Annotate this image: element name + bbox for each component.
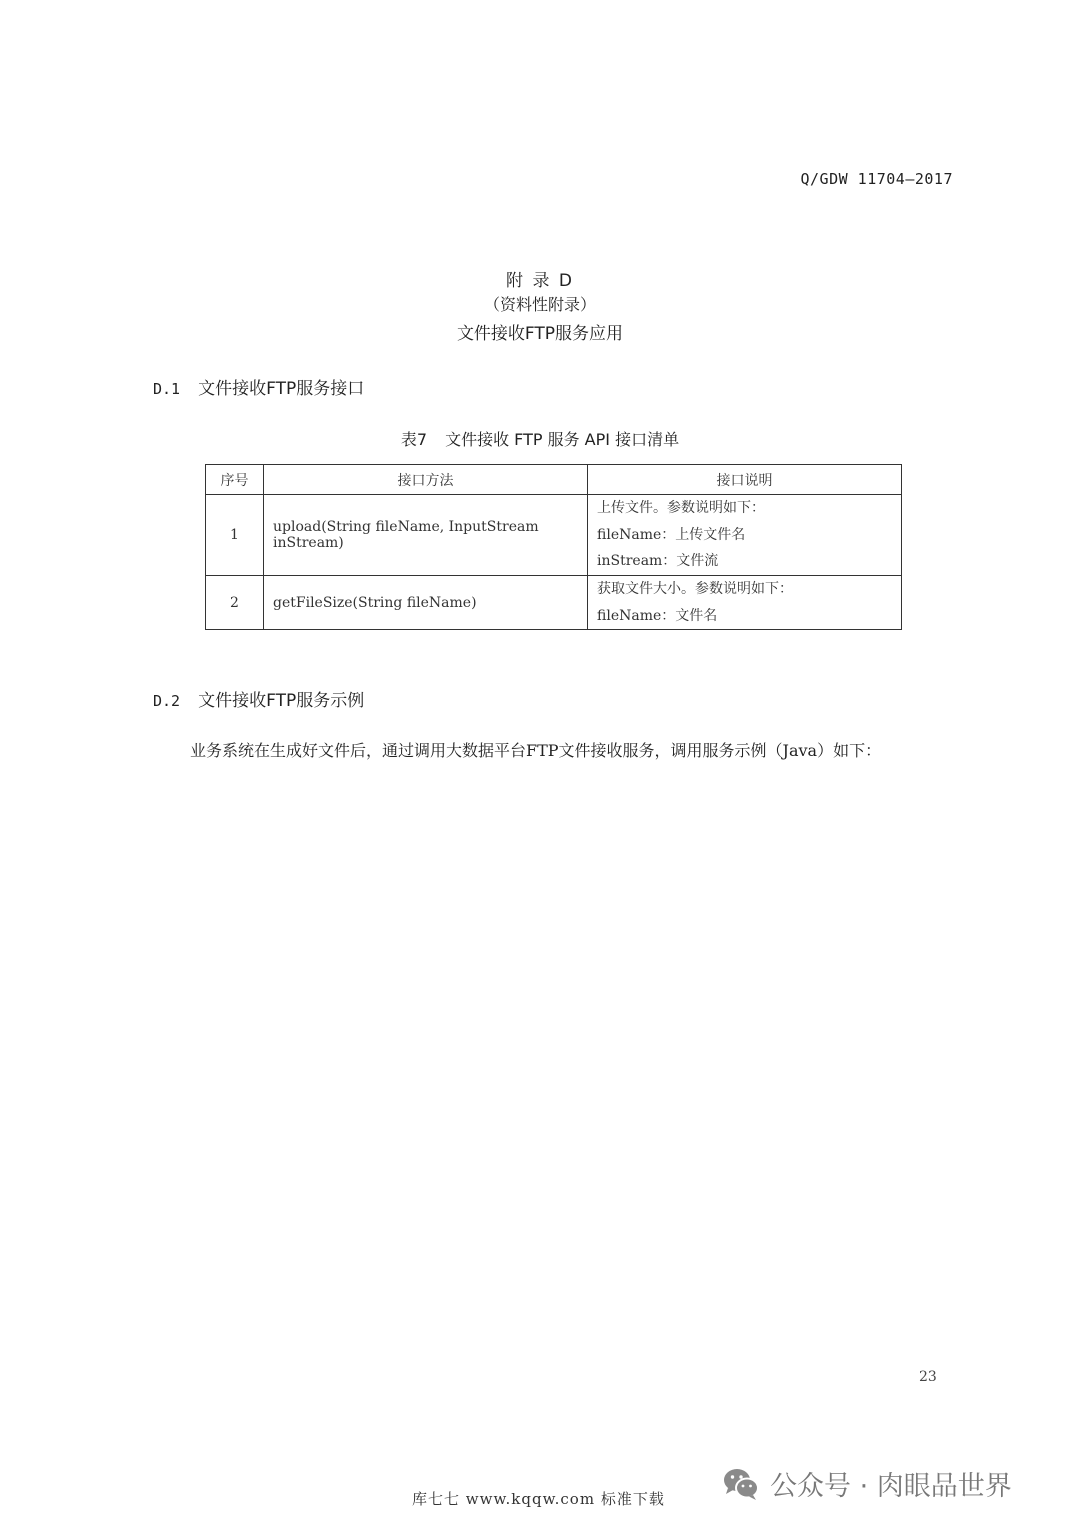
- desc-line: fileName：文件名: [597, 607, 718, 624]
- appendix-name: 文件接收FTP服务应用: [456, 324, 624, 344]
- footer-source: 库七七 www.kqqw.com 标准下载: [412, 1490, 665, 1508]
- desc-line: 上传文件。参数说明如下：: [597, 500, 765, 517]
- section-heading-d2: [153, 686, 364, 711]
- section-number: D.1: [153, 380, 181, 398]
- watermark: [722, 1464, 1012, 1503]
- row-desc: [588, 576, 902, 630]
- appendix-title: 附 录 D: [506, 271, 574, 291]
- row-seq: 2: [206, 576, 264, 630]
- header-desc: 接口说明: [588, 465, 902, 495]
- body-paragraph: 业务系统在生成好文件后，通过调用大数据平台FTP文件接收服务，调用服务示例（Java）如下：: [190, 741, 882, 760]
- standard-code: Q/GDW 11704—2017: [800, 170, 953, 188]
- section-title: 文件接收FTP服务示例: [198, 691, 365, 711]
- table-caption-number: 表7: [400, 430, 428, 449]
- watermark-text: 公众号 · 肉眼品世界: [770, 1471, 1012, 1502]
- appendix-subtitle: （资料性附录）: [483, 295, 596, 314]
- row-method: upload(String fileName, InputStream inStream): [264, 495, 588, 576]
- table-row: [206, 576, 902, 630]
- page-number: 23: [919, 1369, 937, 1385]
- header-method: 接口方法: [264, 465, 588, 495]
- table-row: [206, 495, 902, 576]
- header-seq: 序号: [206, 465, 264, 495]
- row-method: getFileSize(String fileName): [264, 576, 588, 630]
- section-number: D.2: [153, 692, 181, 710]
- table-header-row: [206, 465, 902, 495]
- section-title: 文件接收FTP服务接口: [198, 379, 365, 399]
- api-table: [205, 464, 902, 630]
- desc-line: inStream：文件流: [597, 553, 719, 570]
- desc-line: fileName：上传文件名: [597, 526, 746, 543]
- wechat-icon: [722, 1467, 760, 1501]
- row-desc: [588, 495, 902, 576]
- row-seq: 1: [206, 495, 264, 576]
- desc-line: 获取文件大小。参数说明如下：: [597, 581, 793, 597]
- table-caption-title: 文件接收 FTP 服务 API 接口清单: [445, 430, 680, 449]
- section-heading-d1: [153, 374, 364, 399]
- table-caption: [0, 427, 1080, 450]
